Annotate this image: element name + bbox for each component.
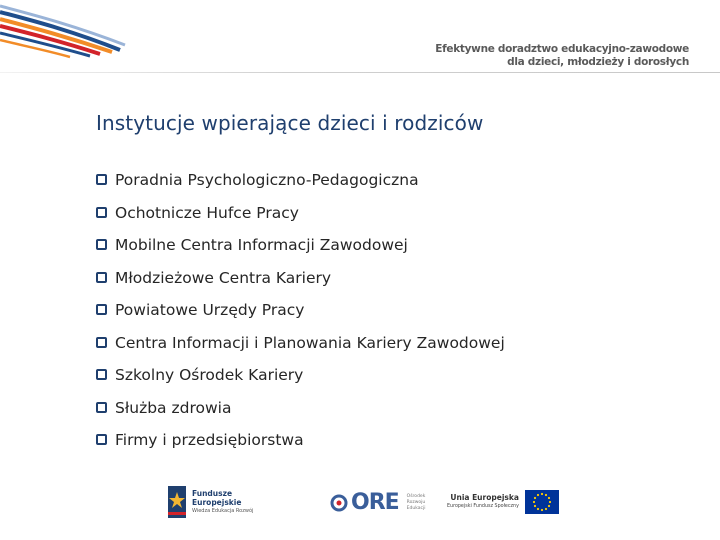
ore-logo [330,490,425,515]
eu-flag-icon [525,490,559,514]
slide-title: Instytucje wpierające dzieci i rodziców [96,111,484,135]
fe-name-line1: Fundusze [192,488,233,498]
list-item-label: Mobilne Centra Informacji Zawodowej [115,236,408,254]
checkbox-bullet-icon [96,272,107,283]
list-item [96,333,505,366]
unia-europejska-logo [447,490,559,514]
list-item [96,170,505,203]
decorative-swoosh [0,0,130,62]
list-item [96,300,505,333]
checkbox-bullet-icon [96,369,107,380]
list-item [96,365,505,398]
list-item [96,430,505,463]
checkbox-bullet-icon [96,402,107,413]
fe-name-line2: Europejskie [192,497,242,507]
checkbox-bullet-icon [96,434,107,445]
ore-sub-line2: Rozwoju [406,499,426,505]
ore-sub-line1: Ośrodek [406,493,426,499]
header-tagline-line1: Efektywne doradztwo edukacyjno-zawodowe [435,43,689,55]
ore-name: ORE [351,490,399,515]
fe-subtitle: Wiedza Edukacja Rozwój [192,507,254,514]
ue-subtitle: Europejski Fundusz Społeczny [447,504,519,509]
list-item-label: Ochotnicze Hufce Pracy [115,203,299,222]
list-item-label: Młodzieżowe Centra Kariery [115,268,332,287]
list-item [96,268,505,301]
checkbox-bullet-icon [96,207,107,218]
bullet-list [96,170,505,463]
fundusze-europejskie-logo [168,486,253,518]
checkbox-bullet-icon [96,174,107,185]
list-item-label: Służba zdrowia [115,398,232,417]
list-item-label: Centra Informacji i Planowania Kariery Zawodowej [115,333,505,352]
fe-star-icon [168,486,186,518]
list-item-label: Powiatowe Urzędy Pracy [115,301,305,319]
ore-circle-icon [330,492,348,514]
header-tagline-line2: dla dzieci, młodzieży i dorosłych [507,56,689,68]
header-divider [0,72,720,73]
ore-sub-line3: Edukacji [406,505,426,511]
header-tagline [435,43,689,69]
list-item-label: Poradnia Psychologiczno-Pedagogiczna [115,171,419,189]
ue-name: Unia Europejska [450,493,519,502]
list-item-label: Szkolny Ośrodek Kariery [115,366,304,384]
checkbox-bullet-icon [96,337,107,348]
footer-logos [0,478,720,528]
list-item-label: Firmy i przedsiębiorstwa [115,431,304,449]
list-item [96,203,505,236]
checkbox-bullet-icon [96,304,107,315]
list-item [96,398,505,431]
checkbox-bullet-icon [96,239,107,250]
list-item [96,235,505,268]
